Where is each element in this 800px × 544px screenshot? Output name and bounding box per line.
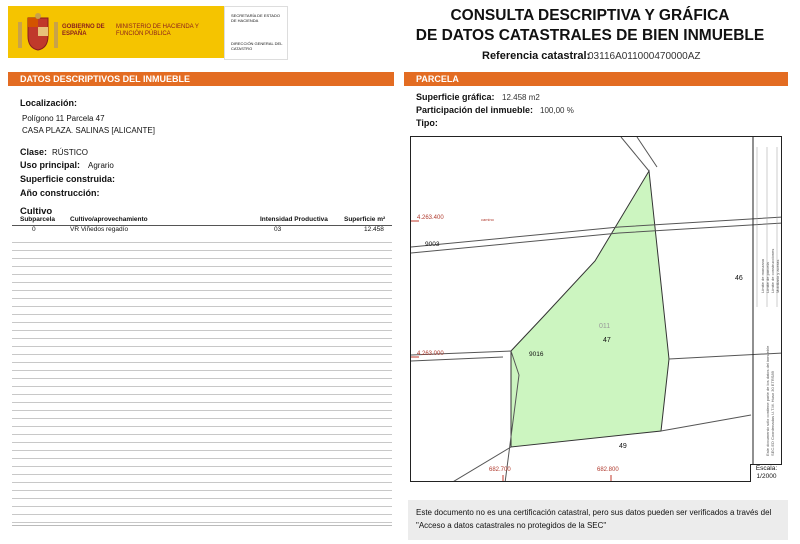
disclaimer-note: Este documento no es una certificación catastral, pero sus datos pueden ser verificados a través del "Acceso a datos catastrales no protegidos de la SEC": [408, 500, 788, 540]
road-label-9016: 9016: [529, 351, 544, 358]
scale-box: [750, 464, 782, 482]
title-line-2: DE DATOS CATASTRALES DE BIEN INMUEBLE: [415, 27, 765, 44]
side-note-1: Este documento sólo contiene parte de los datos del inmueble: [765, 345, 770, 456]
subparcel-code: 011: [599, 323, 611, 330]
cell-intensidad: 03: [274, 226, 282, 233]
coord-y-bottom: 4.263.000: [417, 351, 444, 357]
neighbor-south: 49: [619, 443, 627, 450]
legend-line-4: Mobiliario y aceras: [775, 259, 780, 293]
section-bar-descriptivos: DATOS DESCRIPTIVOS DEL INMUEBLE: [8, 72, 394, 86]
referencia-label: Referencia catastral:: [482, 50, 591, 62]
small-red-label: camino: [481, 217, 494, 222]
clase-value: RÚSTICO: [52, 148, 88, 157]
document-title: [400, 6, 780, 46]
logo-yellow-block: [8, 6, 224, 58]
logo-secretaria-block: [224, 6, 288, 60]
direccion-text: DIRECCIÓN GENERAL DEL CATASTRO: [231, 41, 283, 51]
cultivo-title: Cultivo: [20, 206, 53, 217]
cadastral-map: [410, 136, 782, 482]
localizacion-line-2: CASA PLAZA. SALINAS [ALICANTE]: [22, 126, 155, 135]
legend-line-3: Límite de construcciones: [770, 248, 775, 293]
road-9016: [411, 351, 519, 482]
superficie-construida-label: Superficie construida:: [20, 174, 116, 184]
superficie-grafica-label: Superficie gráfica:: [416, 92, 495, 102]
cell-subparcela: 0: [32, 226, 36, 233]
coord-x-right: 682.800: [597, 467, 619, 473]
logo-gobierno-text: GOBIERNO DE ESPAÑA: [62, 24, 105, 37]
coord-y-top: 4.263.400: [417, 215, 444, 221]
coord-x-left: 682.700: [489, 467, 511, 473]
col-cultivo: Cultivo/aprovechamiento: [70, 216, 148, 223]
map-legend-text: [754, 139, 782, 299]
logo-ministerio-text: MINISTERIO DE HACIENDA Y FUNCIÓN PÚBLICA: [116, 24, 199, 37]
empty-table-lines: [12, 235, 392, 526]
coat-of-arms-icon: [16, 12, 60, 54]
map-side-notes: [754, 307, 782, 467]
cell-cultivo: VR Viñedos regadío: [70, 226, 129, 233]
road-9003: [411, 217, 782, 247]
road-label-9003: 9003: [425, 241, 440, 248]
legend-line-1: Límite de manzana: [760, 258, 765, 293]
participacion-label: Participación del inmueble:: [416, 105, 534, 115]
map-svg: [411, 137, 782, 482]
road-diagonal: [621, 137, 649, 171]
parcela-panel: [404, 88, 788, 538]
uso-label: Uso principal:: [20, 160, 81, 170]
scale-label: Escala:: [755, 465, 778, 472]
neighbor-east: 46: [735, 275, 743, 282]
localizacion-line-1: Polígono 11 Parcela 47: [22, 114, 105, 123]
col-intensidad: Intensidad Productiva: [260, 216, 328, 223]
parcel-47-area: [511, 171, 669, 447]
government-logo: [8, 6, 286, 58]
cell-superficie: 12.458: [364, 226, 384, 233]
clase-label: Clase:: [20, 147, 48, 157]
title-line-1: CONSULTA DESCRIPTIVA Y GRÁFICA: [450, 7, 730, 24]
uso-value: Agrario: [88, 161, 114, 170]
secretaria-text: SECRETARÍA DE ESTADO DE HACIENDA: [231, 13, 280, 23]
participacion-value: 100,00 %: [540, 106, 574, 115]
parcel-number: 47: [603, 337, 611, 344]
scale-value: 1/2000: [756, 473, 777, 480]
section-bar-parcela: PARCELA: [404, 72, 788, 86]
referencia-value: 03116A011000470000AZ: [588, 51, 701, 62]
col-subparcela: Subparcela: [20, 216, 56, 223]
superficie-grafica-value: 12.458 m2: [502, 93, 540, 102]
side-note-2: SEC.ED Coordenadas U.T.M. Huso 30 ETRS89: [770, 371, 775, 456]
legend-line-2: Límite de parcela: [765, 262, 770, 293]
anio-construccion-label: Año construcción:: [20, 188, 100, 198]
col-superficie: Superficie m²: [344, 216, 386, 223]
cultivo-table-header: [12, 216, 392, 226]
tipo-label: Tipo:: [416, 118, 438, 128]
localizacion-label: Localización:: [20, 98, 78, 108]
descriptive-panel: [8, 88, 394, 528]
table-row: [12, 226, 392, 235]
